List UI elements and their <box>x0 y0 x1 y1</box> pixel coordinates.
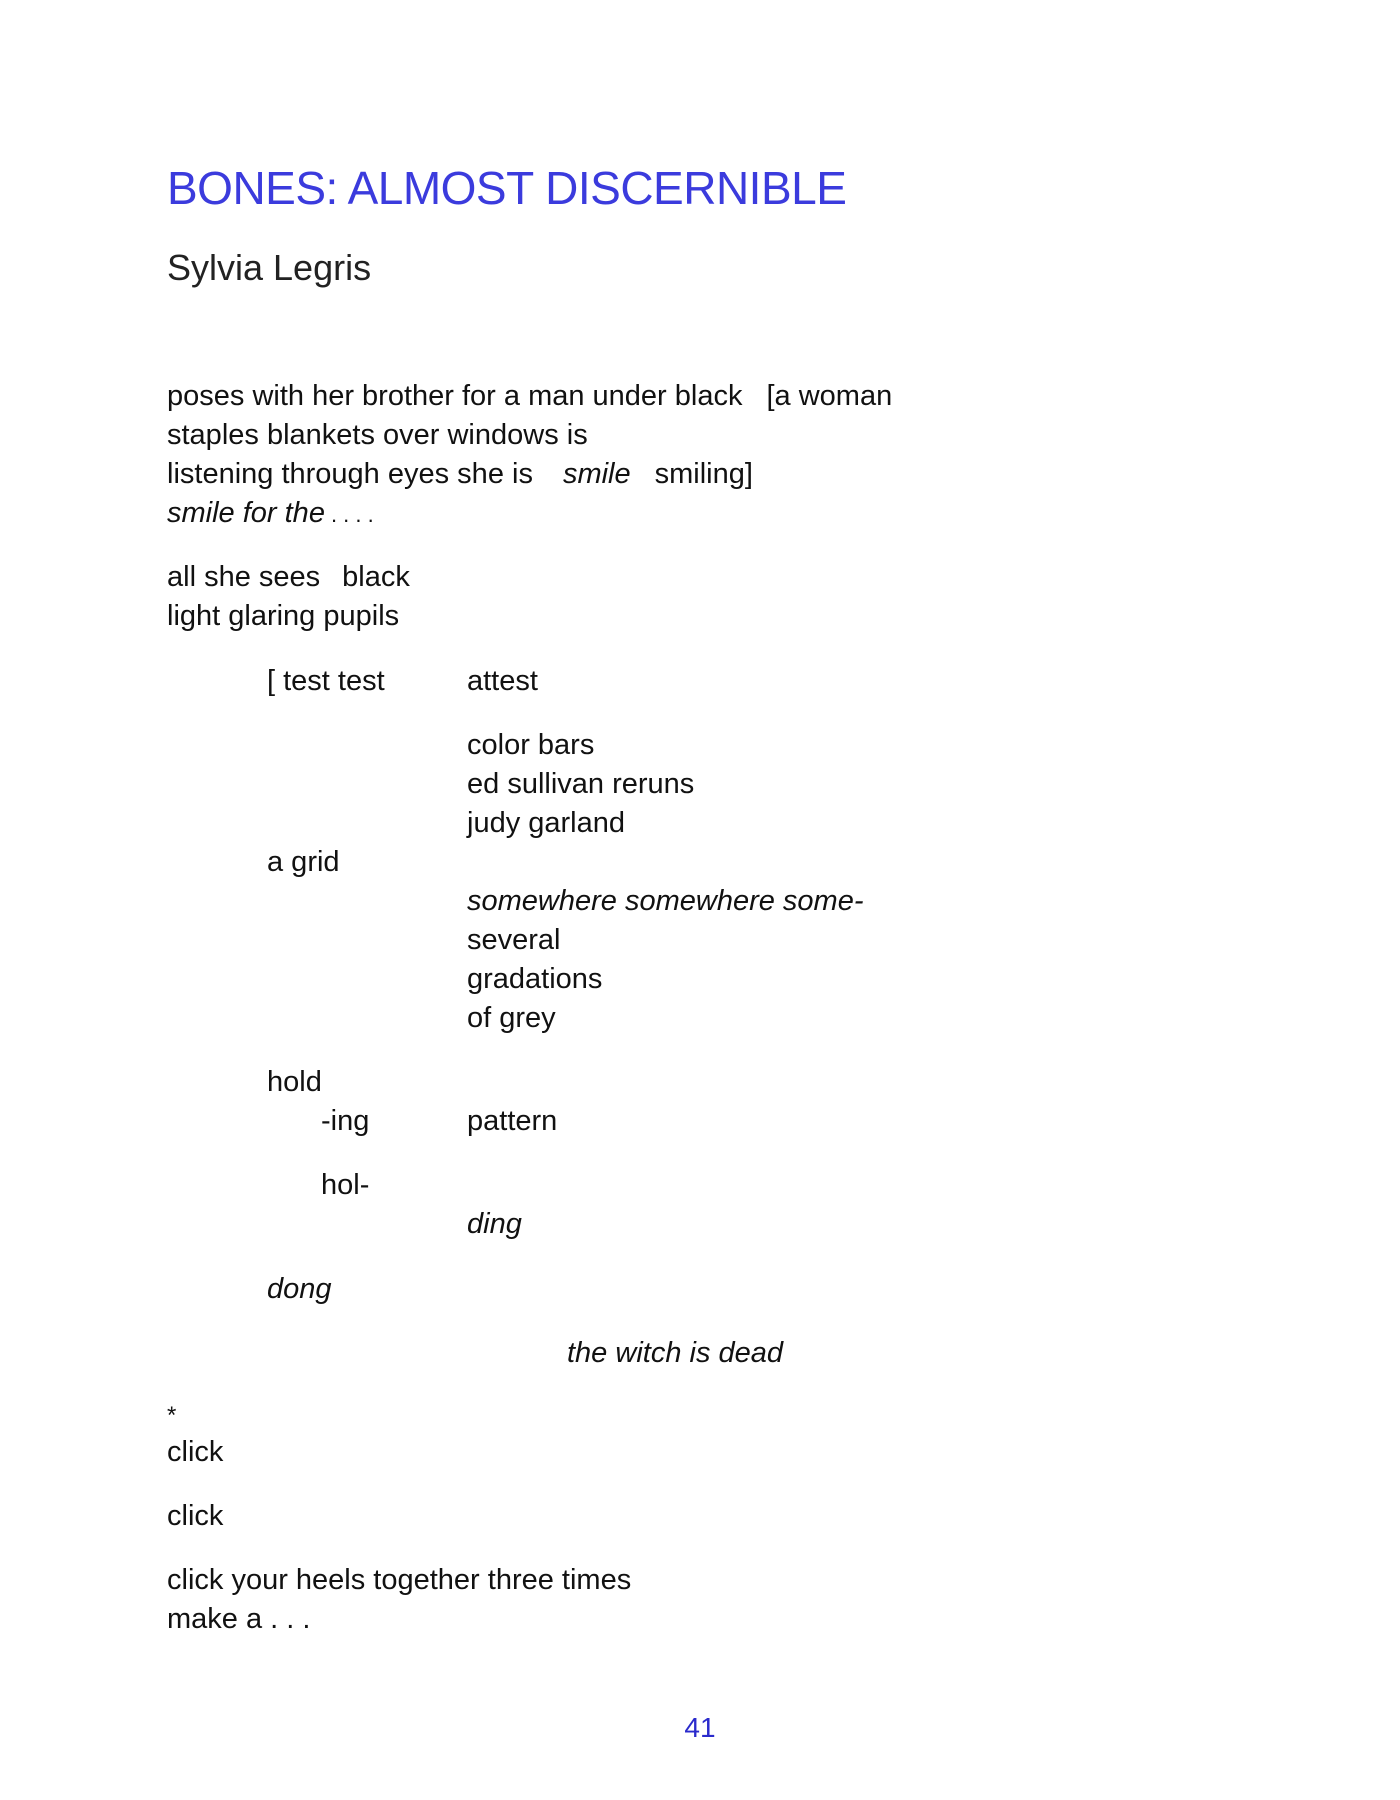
poem-text: poses with her brother for a man under black <box>167 380 743 412</box>
poem-line: color bars <box>467 729 595 761</box>
poem-line: click your heels together three times <box>167 1564 632 1596</box>
poem-line: several <box>467 924 561 956</box>
poem-title: BONES: ALMOST DISCERNIBLE <box>167 162 847 214</box>
poem-line: attest <box>467 665 538 697</box>
poem-line: [ test test <box>267 665 385 697</box>
section-break-asterisk: * <box>167 1402 177 1429</box>
poem-text: listening through eyes she is <box>167 458 533 490</box>
poem-line: light glaring pupils <box>167 600 400 632</box>
poem-line-italic: the witch is dead <box>567 1337 784 1369</box>
poem-line: hol- <box>321 1169 370 1201</box>
poem-line: hold <box>267 1066 322 1098</box>
poem-line: ed sullivan reruns <box>467 768 695 800</box>
poem-line <box>167 455 753 494</box>
poem-line: judy garland <box>467 807 625 839</box>
poem-text: black <box>342 561 410 593</box>
poem-line: staples blankets over windows is <box>167 419 588 451</box>
poem-text-italic: smile <box>562 458 631 490</box>
poem-line-italic: dong <box>267 1273 332 1305</box>
poem-text-italic: smile for the <box>167 497 325 529</box>
poem-line: a grid <box>267 846 340 878</box>
poem-line <box>167 558 410 597</box>
poem-line <box>167 494 374 534</box>
poem-line <box>167 377 892 416</box>
poem-line-italic: somewhere somewhere some- <box>467 885 864 917</box>
poem-line: click <box>167 1436 224 1468</box>
poem-text: . . . . <box>330 502 374 527</box>
poem-text: smiling] <box>654 458 753 490</box>
poem-line: make a . . . <box>167 1603 311 1635</box>
poem-line: pattern <box>467 1105 558 1137</box>
poem-author: Sylvia Legris <box>167 247 372 288</box>
poem-line: click <box>167 1500 224 1532</box>
poem-text: all she sees <box>167 561 321 593</box>
poem-line-italic: ding <box>467 1208 522 1240</box>
page-number: 41 <box>684 1712 716 1743</box>
poem-line: of grey <box>467 1002 556 1034</box>
poem-line: gradations <box>467 963 603 995</box>
poem-text: [a woman <box>766 380 893 412</box>
poem-line: -ing <box>321 1105 370 1137</box>
